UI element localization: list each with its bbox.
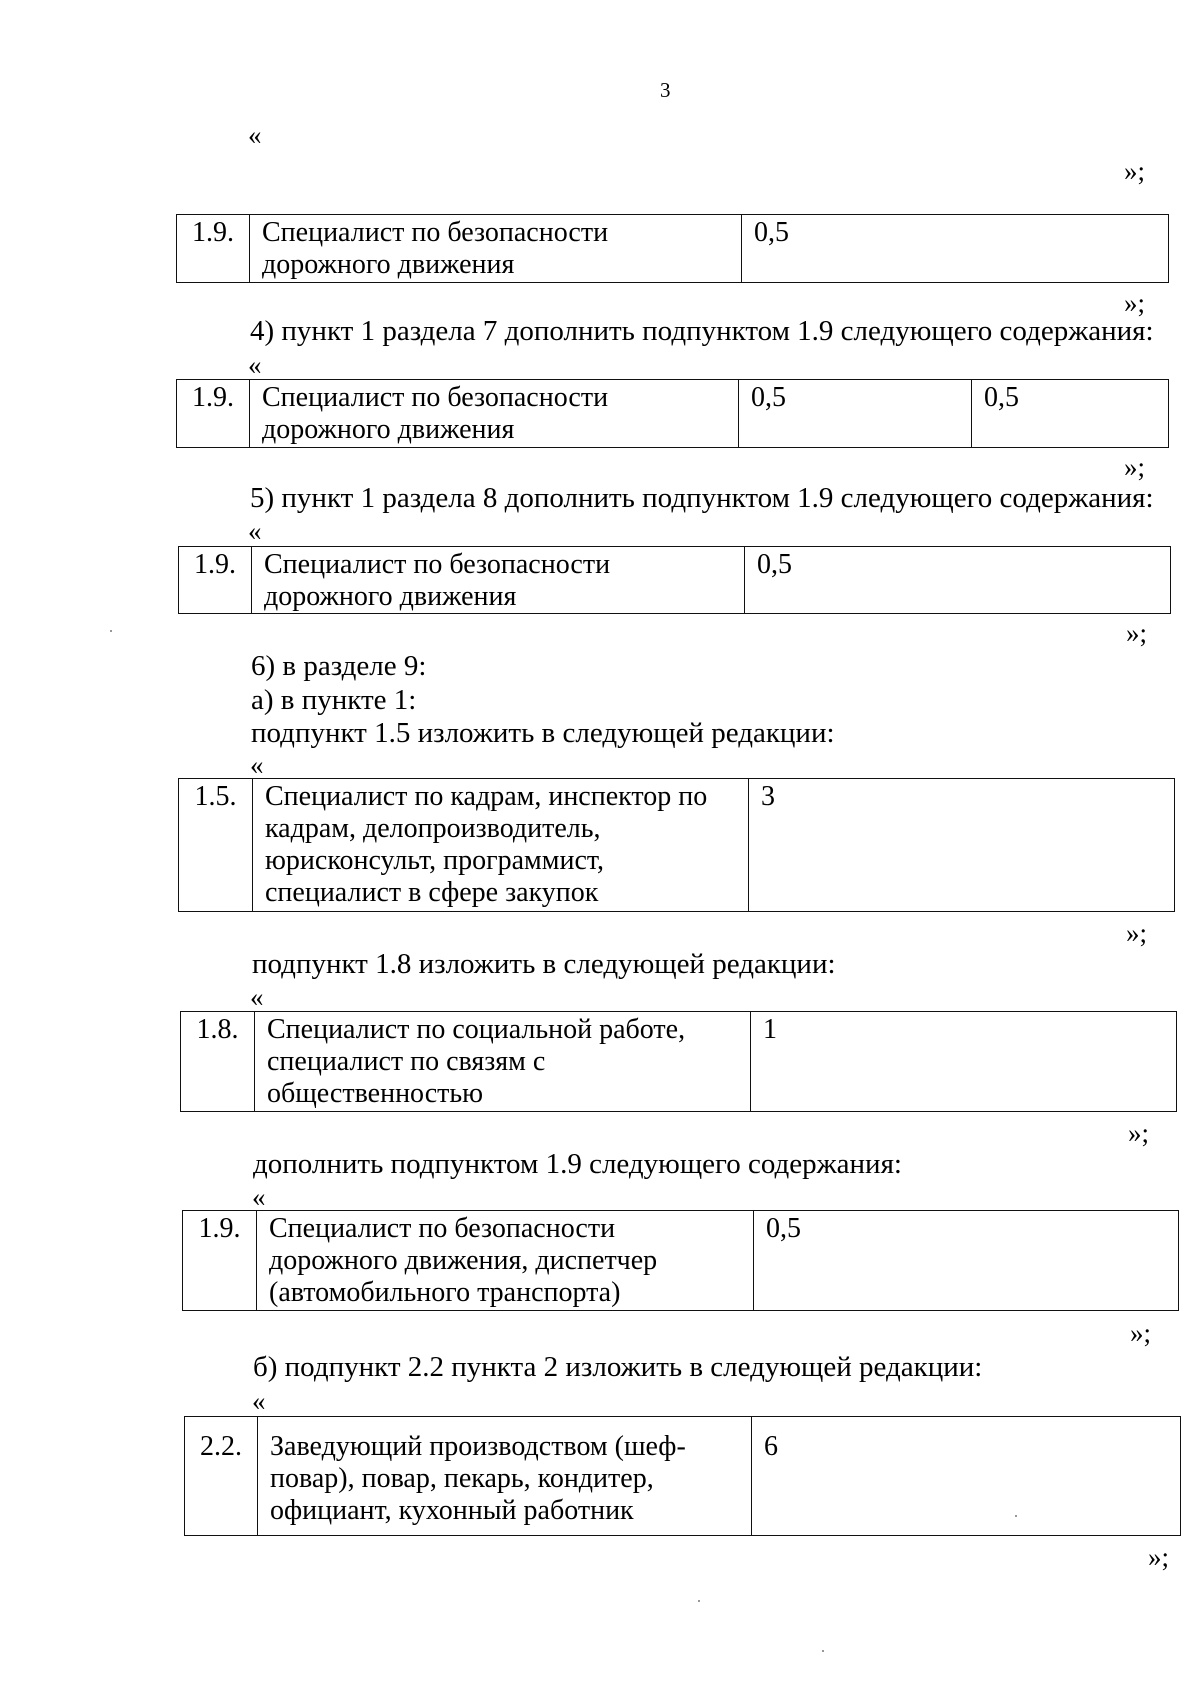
close-quote: »; [1126, 618, 1148, 648]
position-line: дорожного движения [262, 414, 515, 445]
position-line: юрисконсульт, программист, [265, 845, 605, 876]
close-quote: »; [1124, 156, 1146, 186]
scan-speck [110, 630, 112, 632]
row-number: 1.8. [181, 1012, 255, 1112]
row-number: 1.5. [179, 779, 253, 912]
position-line: официант, кухонный работник [270, 1495, 634, 1526]
position-line: дорожного движения, диспетчер [269, 1245, 658, 1276]
value-cell: 1 [751, 1012, 1177, 1112]
value-cell: 0,5 [739, 380, 972, 448]
position-line: Специалист по безопасности [269, 1213, 616, 1244]
position-line: общественностью [267, 1078, 484, 1109]
open-quote: « [248, 120, 262, 150]
close-quote: »; [1124, 288, 1146, 318]
table-row-1 [176, 214, 1169, 283]
table-row-3 [178, 546, 1171, 614]
value-cell: 0,5 [742, 215, 1169, 283]
scan-speck [822, 1650, 824, 1652]
value-cell: 0,5 [972, 380, 1169, 448]
scan-speck [1015, 1515, 1017, 1517]
row-number: 1.9. [183, 1211, 257, 1311]
table-row-2 [176, 379, 1169, 448]
position-cell [257, 1211, 754, 1311]
position-line: Специалист по безопасности [264, 549, 611, 580]
position-line: кадрам, делопроизводитель, [265, 813, 601, 844]
row-number: 1.9. [179, 547, 252, 614]
position-line: Специалист по безопасности [262, 217, 609, 248]
position-line: Специалист по кадрам, инспектор по [265, 781, 708, 812]
position-line: дорожного движения [264, 581, 517, 612]
page-number: 3 [660, 78, 671, 102]
table-row-5 [180, 1011, 1177, 1112]
paragraph-6a-1-5: подпункт 1.5 изложить в следующей редакции: [251, 717, 835, 749]
table-row-7 [184, 1416, 1181, 1536]
close-quote: »; [1124, 452, 1146, 482]
close-quote: »; [1148, 1542, 1170, 1572]
position-cell [255, 1012, 751, 1112]
paragraph-6b: б) подпункт 2.2 пункта 2 изложить в следующей редакции: [253, 1351, 983, 1383]
value-cell: 0,5 [754, 1211, 1179, 1311]
open-quote: « [252, 1182, 266, 1212]
position-line: повар), повар, пекарь, кондитер, [270, 1463, 654, 1494]
value-cell: 0,5 [745, 547, 1171, 614]
row-number: 1.9. [177, 215, 250, 283]
position-cell [258, 1417, 752, 1536]
scan-speck [698, 1600, 700, 1602]
position-cell [252, 547, 745, 614]
position-cell [250, 215, 742, 283]
paragraph-6a-1-9: дополнить подпунктом 1.9 следующего содержания: [253, 1148, 902, 1180]
position-line: специалист по связям с [267, 1046, 546, 1077]
table-row-6 [182, 1210, 1179, 1311]
position-line: Специалист по социальной работе, [267, 1014, 686, 1045]
position-line: (автомобильного транспорта) [269, 1277, 621, 1308]
row-number: 2.2. [185, 1417, 258, 1536]
close-quote: »; [1126, 918, 1148, 948]
close-quote: »; [1130, 1318, 1152, 1348]
row-number: 1.9. [177, 380, 250, 448]
paragraph-4: 4) пункт 1 раздела 7 дополнить подпунктом 1.9 следующего содержания: [250, 315, 1154, 347]
paragraph-6a: а) в пункте 1: [251, 684, 417, 716]
open-quote: « [250, 982, 264, 1012]
position-line: Специалист по безопасности [262, 382, 609, 413]
position-cell [253, 779, 749, 912]
open-quote: « [252, 1386, 266, 1416]
position-line: дорожного движения [262, 249, 515, 280]
table-row-4 [178, 778, 1175, 912]
position-line: специалист в сфере закупок [265, 877, 599, 908]
value-cell: 3 [749, 779, 1175, 912]
paragraph-6a-1-8: подпункт 1.8 изложить в следующей редакции: [252, 948, 836, 980]
open-quote: « [248, 350, 262, 380]
close-quote: »; [1128, 1118, 1150, 1148]
position-cell [250, 380, 739, 448]
paragraph-6: 6) в разделе 9: [251, 650, 427, 682]
open-quote: « [250, 750, 264, 780]
paragraph-5: 5) пункт 1 раздела 8 дополнить подпунктом 1.9 следующего содержания: [250, 482, 1154, 514]
value-cell: 6 [752, 1417, 1181, 1536]
position-line: Заведующий производством (шеф- [270, 1431, 686, 1462]
open-quote: « [248, 516, 262, 546]
